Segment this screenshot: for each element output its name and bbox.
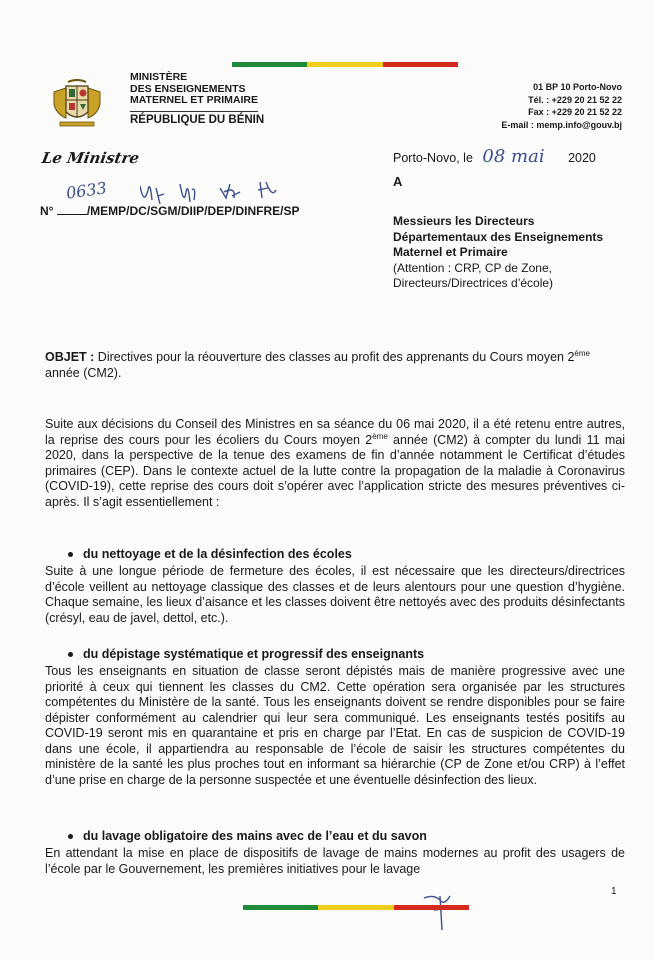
recipients-block bbox=[393, 214, 603, 292]
section-heading-text: du nettoyage et de la désinfection des écoles bbox=[83, 547, 352, 561]
bullet-icon bbox=[68, 652, 73, 657]
subject-label: OBJET : bbox=[45, 350, 95, 364]
subject-line bbox=[45, 350, 615, 381]
ref-suffix: /MEMP/DC/SGM/DIIP/DEP/DINFRE/SP bbox=[86, 204, 300, 218]
superscript: ème bbox=[372, 431, 388, 441]
ministry-line: DES ENSEIGNEMENTS bbox=[130, 82, 246, 95]
subject-text-end: année (CM2). bbox=[45, 365, 122, 380]
ref-prefix: N° bbox=[40, 204, 54, 218]
fax: Fax : +229 20 21 52 22 bbox=[528, 107, 622, 117]
section-heading bbox=[68, 829, 427, 843]
section-heading-text: du dépistage systématique et progressif des enseignants bbox=[83, 647, 425, 661]
page-number: 1 bbox=[611, 886, 617, 897]
bullet-icon bbox=[68, 552, 73, 557]
section-paragraph: En attendant la mise en place de dispositifs de lavage de mains modernes au profit des usagers de l’école par le Gouvernement, les premières initiatives pour le lavage bbox=[45, 846, 625, 876]
recipient-line: Messieurs les Directeurs bbox=[393, 214, 535, 228]
ref-blank bbox=[57, 214, 87, 215]
republic-name: RÉPUBLIQUE DU BÉNIN bbox=[130, 113, 265, 126]
flag-stripe-top bbox=[232, 62, 458, 67]
coat-of-arms-icon bbox=[46, 78, 108, 128]
date-year: 2020 bbox=[568, 151, 596, 165]
bullet-icon bbox=[68, 834, 73, 839]
dateline bbox=[393, 146, 596, 167]
reference-line bbox=[40, 204, 300, 218]
superscript: ème bbox=[574, 348, 590, 358]
address: 01 BP 10 Porto-Novo bbox=[533, 82, 622, 92]
header-divider bbox=[130, 111, 258, 112]
addressee-marker: A bbox=[393, 174, 403, 189]
section-heading bbox=[68, 647, 424, 661]
author-title: Le Ministre bbox=[40, 149, 141, 167]
ministry-line: MATERNEL ET PRIMAIRE bbox=[130, 94, 258, 106]
flag-stripe-bottom bbox=[243, 905, 469, 910]
section-paragraph: Suite à une longue période de fermeture des écoles, il est nécessaire que les directeurs/directrices d’école veillent au nettoyage classique des classes et de leurs alentours pour une question d’hygiène. Chaque semaine, les lieux d’aisance et les classes doivent être nettoyés avec des produits désinfectants (crésyl, eau de javel, dettol, etc.). bbox=[45, 564, 625, 625]
attention-line: Directeurs/Directrices d’école) bbox=[393, 276, 554, 290]
recipient-line: Départementaux des Enseignements bbox=[393, 229, 604, 244]
telephone: Tél. : +229 20 21 52 22 bbox=[528, 94, 622, 105]
page-initials-icon bbox=[420, 890, 460, 936]
handwritten-date: 08 mai bbox=[482, 146, 545, 167]
recipient-line: Maternel et Primaire bbox=[393, 245, 508, 259]
section-paragraph: Tous les enseignants en situation de classe seront dépistés mais de manière progressive avec une priorité à ceux qui tiennent les classes du CM2. Cette opération sera organisée par les structures compétentes du Ministère de la santé. Tous les enseignants doivent se rendre disponibles pour se faire dépister conformément au calendrier qui leur sera communiqué. Les enseignants testés positifs au COVID-19 seront mis en quarantaine et pris en charge par l’Etat. En cas de suspicion de COVID-19 dans une école, il appartiendra au responsable de l’école de saisir les structures compétentes du ministère de la santé les plus proches tout en informant sa hiérarchie (CP de Zone et/ou CRP) à l’effet d’une prise en charge de la personne suspectée et une éventuelle désinfection des lieux. bbox=[45, 664, 625, 787]
intro-text-end: année (CM2) à compter du lundi 11 mai 2020, dans la perspective de la tenue des examens de fin d’année notamment le Certificat d’études primaires (CEP). Dans le contexte actuel de la lutte contre la propagation de la maladie à Coronavirus (COVID-19), cette reprise des cours doit s’opérer avec l’application stricte des mesures préventives ci-après. Il s’agit essentiellement : bbox=[45, 432, 625, 509]
handwritten-reference-number: 0633 bbox=[64, 178, 108, 203]
contact-block bbox=[501, 81, 622, 131]
section-heading bbox=[68, 547, 352, 561]
ministry-header bbox=[130, 72, 264, 126]
intro-paragraph bbox=[45, 417, 625, 510]
ministry-line: MINISTÈRE bbox=[130, 71, 188, 83]
place-prefix: Porto-Novo, le bbox=[393, 151, 473, 165]
intro-text: Suite aux décisions du Conseil des Ministres en sa séance du 06 mai 2020, il a été retenu entre autres, la reprise des cours pour les écoliers du Cours moyen 2 bbox=[45, 417, 625, 447]
email: E-mail : memp.info@gouv.bj bbox=[501, 119, 622, 130]
subject-text: Directives pour la réouverture des classes au profit des apprenants du Cours moyen 2 bbox=[94, 350, 575, 364]
section-heading-text: du lavage obligatoire des mains avec de l’eau et du savon bbox=[83, 829, 427, 843]
attention-line: (Attention : CRP, CP de Zone, bbox=[393, 260, 552, 275]
